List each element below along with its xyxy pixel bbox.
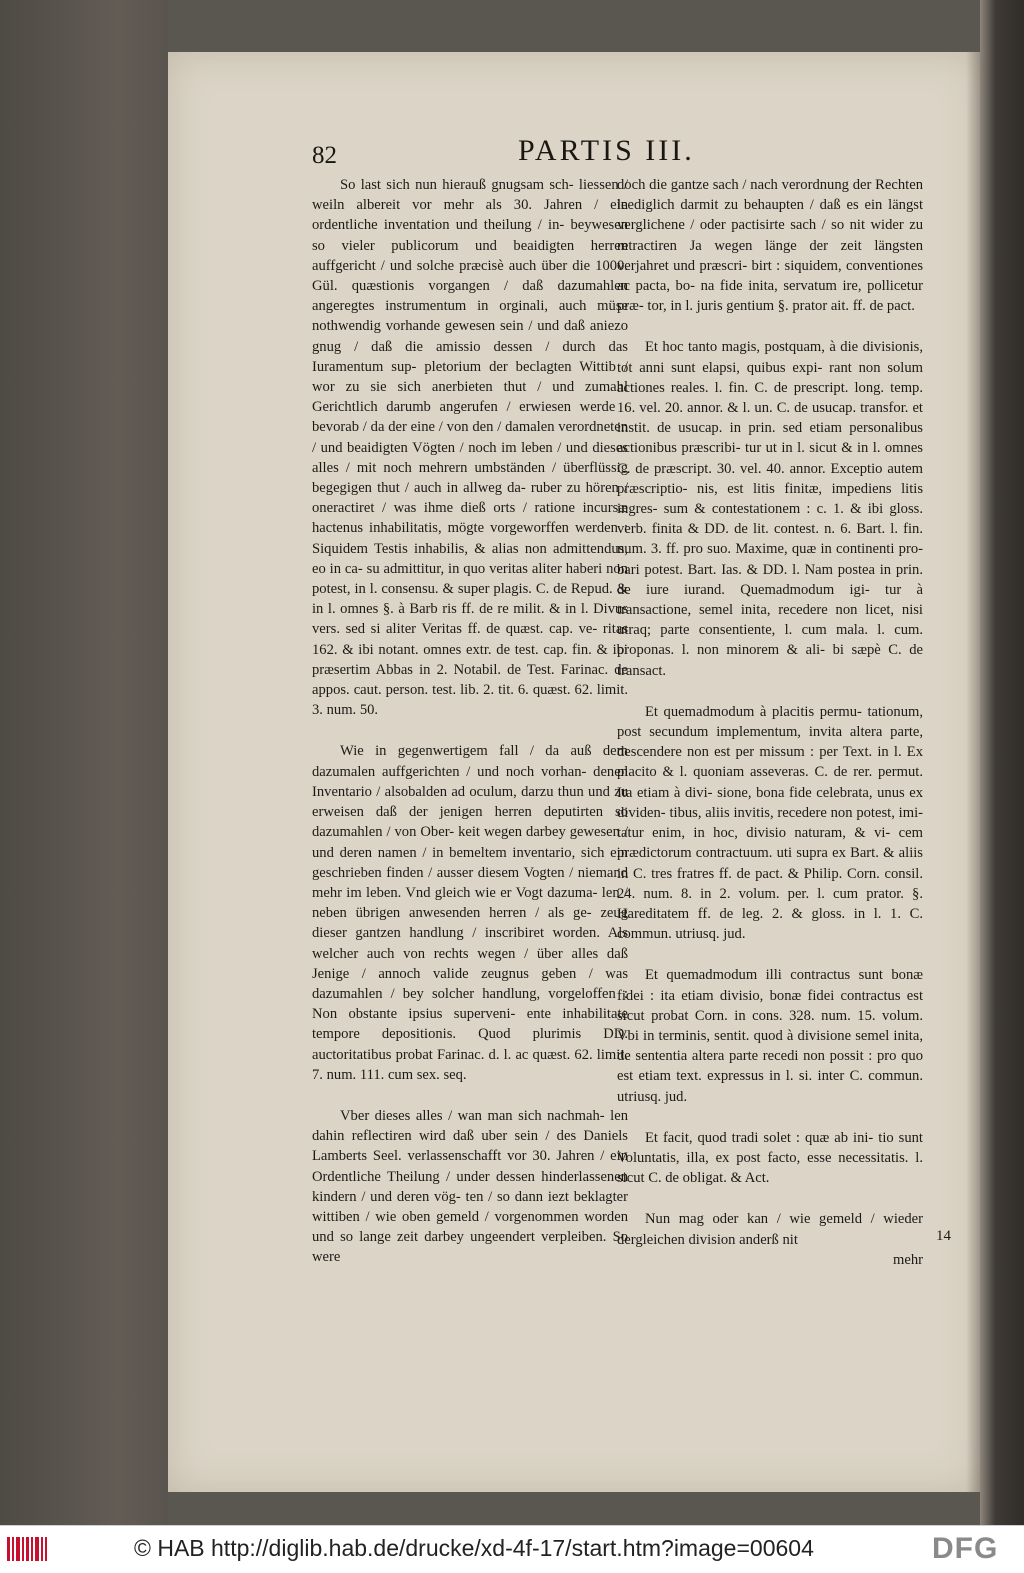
catchword: mehr [893, 1251, 923, 1268]
left-text-column [312, 175, 628, 1268]
sheet-number: 14 [936, 1228, 951, 1244]
left-paragraph: Wie in gegenwertigem fall / da auß dem dazumalen auffgerichten / und noch vorhan- denen Inventario / alsobalden ad oculum, darzu thun und zu erweisen daß der jenigen herren deputirten so dazumahlen / von Ober- keit wegen darbey gewesen / und deren namen / in bemeltem inventario, sich ein geschrieben finden / ausser diesem Vogten / niemand mehr im leben. Vnd gleich wie er Vogt dazuma- len / neben übrigen anwesenden herren / als ge- zeug dieser gantzen handlung / inscribiret worden. Als welcher auch von rechts wegen / über alles daß Jenige / annoch valide zeugnus geben / was dazumahlen / bey solcher handlung, vorgeloffen : Non obstante ipsius superveni- ente inhabilitate tempore depositionis. Quod plurimis DD. auctoritatibus probat Farinac. d. l. ac quæst. 62. limit. 7. num. 111. cum sex. seq. [312, 743, 628, 1083]
page-folio-number: 82 [312, 142, 337, 169]
scan-background-left [0, 0, 168, 1525]
right-paragraph: Nun mag oder kan / wie gemeld / wieder dergleichen division anderß nit [617, 1211, 923, 1248]
page-gutter-shadow [966, 52, 980, 1492]
right-paragraph: Et hoc tanto magis, postquam, à die divisionis, tot anni sunt elapsi, quibus expi- rant non solum actiones reales. l. fin. C. de prescript. long. temp. 16. vel. 20. annor. & l. un. C. de usucap. transfor. et instit. de usucap. in prin. sed etiam personalibus actionibus præscribi- tur ut in l. sicut & in l. omnes C. de præscript. 30. vel. 40. annor. Exceptio autem præscriptio- nis, est litis finitæ, impediens litis ingres- sum & contestationem : c. 1. & ibi gloss. verb. finita & DD. de lit. contest. n. 6. Bart. l. fin. num. 3. ff. pro suo. Maxime, quæ in continenti pro- bari potest. Bart. Ias. & DD. l. Nam postea in prin. de iure iurand. Quemadmodum igi- tur à transactione, semel inita, recedere non licet, nisi utraq; parte consentiente, l. cum mala. l. cum. proponas. l. non minorem & ali- bi sæpè C. de transact. [617, 339, 923, 679]
left-paragraph: So last sich nun hierauß gnugsam sch- liessen / weiln albereit vor mehr als 30. Jahren / ein ordentliche inventation und theilung / in- beywesen so vieler publicorum und beaidigten herren auffgericht / und solche præcisè auch über die 1000. Gül. quæstionis vorgangen / daß dazumahlen angeregtes instrumentum in orginali, auch müse nothwendig vorhande gewesen sein / und daß aniezo gnug / daß die amissio dessen / durch das Iuramentum sup- pletorium der beclagten Wittib / wor zu sie sich anerbieten thut / und zumahl Gerichtlich darumb angerufen / erwiesen werde : bevorab / da der eine / von den / damalen verordneten / und beaidigten Vögten / noch im leben / und dieses alles / mit noch mehrern umbständen / überflüssig begegigen thut / auch in allweg da- ruber zu hören / oneractiret / was ihme dieß orts / ratione incursæ hactenus inhabilitatis, mögte vorgeworffen werden : Siquidem Testis inhabilis, & alias non admittendus, eo in ca- su admittitur, in quo veritas aliter haberi non potest, in l. consensu. & super plagis. C. de Repud. & in l. omnes §. à Barb ris ff. de re milit. & in l. Divus vers. sed si aliter Veritas ff. de quæst. cap. ve- ritas 162. & ibi notant. omnes extr. de test. cap. fin. & ibi præsertim Abbas in 2. Notabil. de Test. Farinac. de appos. caut. person. test. lib. 2. tit. 6. quæst. 62. limit. 3. num. 50. [312, 177, 628, 719]
right-paragraph: Et facit, quod tradi solet : quæ ab ini- tio sunt Voluntatis, illa, ex post facto, esse necessitatis. l. sicut C. de obligat. & Act. [617, 1129, 923, 1187]
right-paragraph: Et quemadmodum à placitis permu- tationum, post secundum implementum, invita altera parte, descendere non est per missum : per Text. in l. Ex placito & l. quoniam asseveras. C. de rer. permut. Ita etiam à divi- sione, bona fide celebrata, unus ex dividen- tibus, aliis invitis, recedere non potest, imi- tatur enim, in hoc, divisio naturam, & vi- cem prædictorum contractuum. uti supra ex Bart. & aliis in C. tres fratres ff. de pact. & Philip. Corn. consil. 24. num. 8. in 2. volum. per. l. cum prator. §. Hareditatem ff. de leg. 2. & gloss. in l. 1. C. commun. utriusq. jud. [617, 703, 923, 943]
hab-barcode-logo-icon [6, 1535, 48, 1563]
copyright-link[interactable]: © HAB http://diglib.hab.de/drucke/xd-4f-17/start.htm?image=00604 [134, 1535, 814, 1561]
dfg-logo: DFG [932, 1532, 999, 1565]
viewer-footer [0, 1525, 1024, 1573]
left-paragraph: Vber dieses alles / wan man sich nachmah- len dahin reflectiren wird daß uber sein / des Daniels Lamberts Seel. verlassenschafft vor 30. Jahren / ein Ordentliche Theilung / under dessen hinderlassenen kindern / und deren vög- ten / so dann iezt beklagter wittiben / wie oben gemeld / vorgenommen worden und so lange zeit darbey ungeendert verpleiben. So were [312, 1107, 628, 1266]
scan-background-right [980, 0, 1024, 1525]
right-paragraph: Et quemadmodum illi contractus sunt bonæ fidei : ita etiam divisio, bonæ fidei contractus est sicut probat Corn. in cons. 328. num. 15. volum. Vbi in terminis, sentit. quod à divisione semel inita, de sententia altera parte recedi non possit : pro quo est etiam text. expressus in l. si. inter C. commun. utriusq. jud. [617, 967, 923, 1105]
right-paragraph: doch die gantze sach / nach verordnung der Rechten leediglich darmit zu behaupten / daß es ein längst verglichene / oder pactisirte sach / so nit wider zu retractiren Ja wegen länge der zeit längsten verjahret und præscri- birt : siquidem, conventiones ac pacta, bo- na fide inita, servatum ire, pollicetur præ- tor, in l. juris gentium §. prator ait. ff. de pact. [617, 177, 923, 315]
running-head: PARTIS III. [518, 134, 695, 167]
right-text-column [617, 175, 923, 1270]
